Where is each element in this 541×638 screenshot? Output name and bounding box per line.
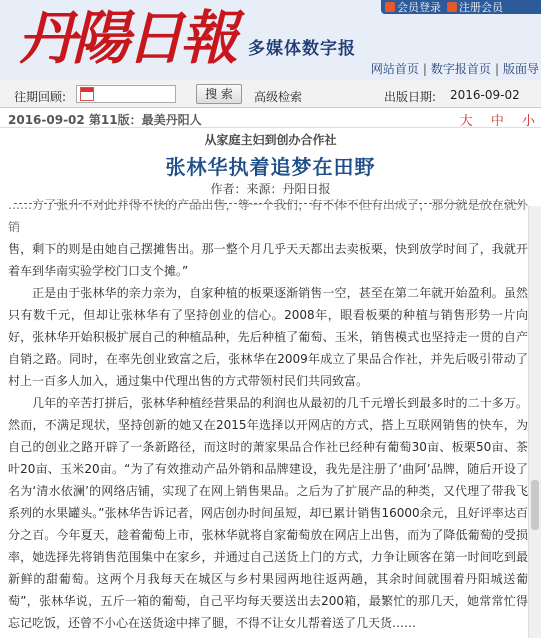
login-link[interactable]: 会员登录: [385, 0, 441, 15]
font-medium-button[interactable]: 中: [490, 114, 504, 129]
masthead: [0, 0, 541, 80]
article-partial-line: ……方了张升不对此并得不快的产品出售，等一个我们，有不体不但有出成了，那分就是放在就外销: [8, 198, 528, 234]
account-bar: [381, 0, 541, 14]
past-issues-label: 往期回顾:: [14, 90, 67, 104]
nav-separator: |: [422, 62, 427, 76]
font-small-button[interactable]: 小: [521, 114, 535, 129]
edition-info: 2016-09-02 第11版：最美丹阳人: [8, 113, 202, 127]
nav-page-guide-link[interactable]: 版面导: [502, 62, 539, 76]
nav-links: [369, 60, 541, 77]
site-subtitle: 多媒体数字报: [248, 39, 356, 59]
article-title: 张林华执着追梦在田野: [165, 155, 376, 179]
article-kicker: 从家庭主妇到创办合作社: [204, 133, 337, 147]
publish-date-label: 出版日期:: [384, 90, 437, 104]
user-icon: [385, 2, 395, 12]
advanced-search-link[interactable]: 高级检索: [254, 90, 303, 104]
newspaper-logo[interactable]: 丹陽日報: [18, 4, 235, 72]
font-large-button[interactable]: 大: [459, 114, 473, 129]
font-size-switcher: [446, 110, 535, 129]
article-body: [8, 198, 528, 638]
nav-epaper-home-link[interactable]: 数字报首页: [430, 62, 491, 76]
article-paragraph: 正是由于张林华的亲力亲为，自家种植的板栗逐渐销售一空，甚至在第二年就开始盈利。虽然只有数千元，但却让张林华有了坚持创业的信心。2008年，眼看板栗的种植与销售形势一片向好，张林华开始积极扩展自己的种植品种，先后种植了葡萄、玉米，销售模式也坚持走一贯的自产自销之路。同时，在率先创业致富之后，张林华在2009年成立了果品合作社，并先后吸引带动了村上一百多人加入，通过集中代理出售的方式带领村民们共同致富。: [8, 286, 528, 388]
scrollbar-thumb[interactable]: [531, 480, 539, 530]
publish-date-value: 2016-09-02: [450, 88, 520, 102]
article-byline: 作者：来源：丹阳日报: [210, 182, 331, 196]
edition-bar: [0, 108, 541, 128]
register-icon: [447, 2, 457, 12]
search-button[interactable]: 搜 索: [196, 84, 242, 104]
article-paragraph: 几年的辛苦打拼后，张林华种植经营果品的利润也从最初的几千元增长到最多时的二十多万。然而，不满足现状，坚持创新的她又在2015年选择以开网店的方式，搭上互联网销售的快车，为自己的创业之路开辟了一条新路径，而这时的萧家果品合作社已经种有葡萄30亩、板栗50亩、茶叶20亩、玉米20亩。“为了有效推动产品外销和品牌建设，我先是注册了‘曲阿’品牌，随后开设了名为‘清水依澜’的网络店铺，实现了在网上销售果品。之后为了扩展产品的种类，又代理了带我飞系列的水果罐头。”张林华告诉记者，网店创办时间虽短，却已累计销售16000余元，且好评率达百分之百。今年夏天，趁着葡萄上市，张林华就将自家葡萄放在网店上出售，而为了降低葡萄的受损率，她选择先将销售范围集中在家乡，并通过自己送货上门的方式，力争让顾客在第一时间吃到最新鲜的甜葡萄。这两个月我每天在城区与乡村果园两地往返两趟，其余时间就围着丹阳城送葡萄”，张林华说，五斤一箱的葡萄，自己平均每天要送出去200箱，最繁忙的那几天，她常常忙得忘记吃饭，还曾不小心在送货途中摔了腿，不得不让女儿帮着送了几天货……: [8, 396, 528, 630]
search-toolbar: [0, 80, 541, 108]
register-link[interactable]: 注册会员: [447, 0, 503, 15]
article-scrollbar[interactable]: [528, 206, 541, 638]
nav-separator: |: [494, 62, 499, 76]
calendar-icon[interactable]: [80, 87, 94, 101]
article-paragraph: 售，剩下的则是由她自己摆摊售出。那一整个月几乎天天都出去卖板栗，快到放学时间了，我就开着车到华南实验学校门口支个摊。”: [8, 242, 528, 278]
nav-home-link[interactable]: 网站首页: [370, 62, 419, 76]
